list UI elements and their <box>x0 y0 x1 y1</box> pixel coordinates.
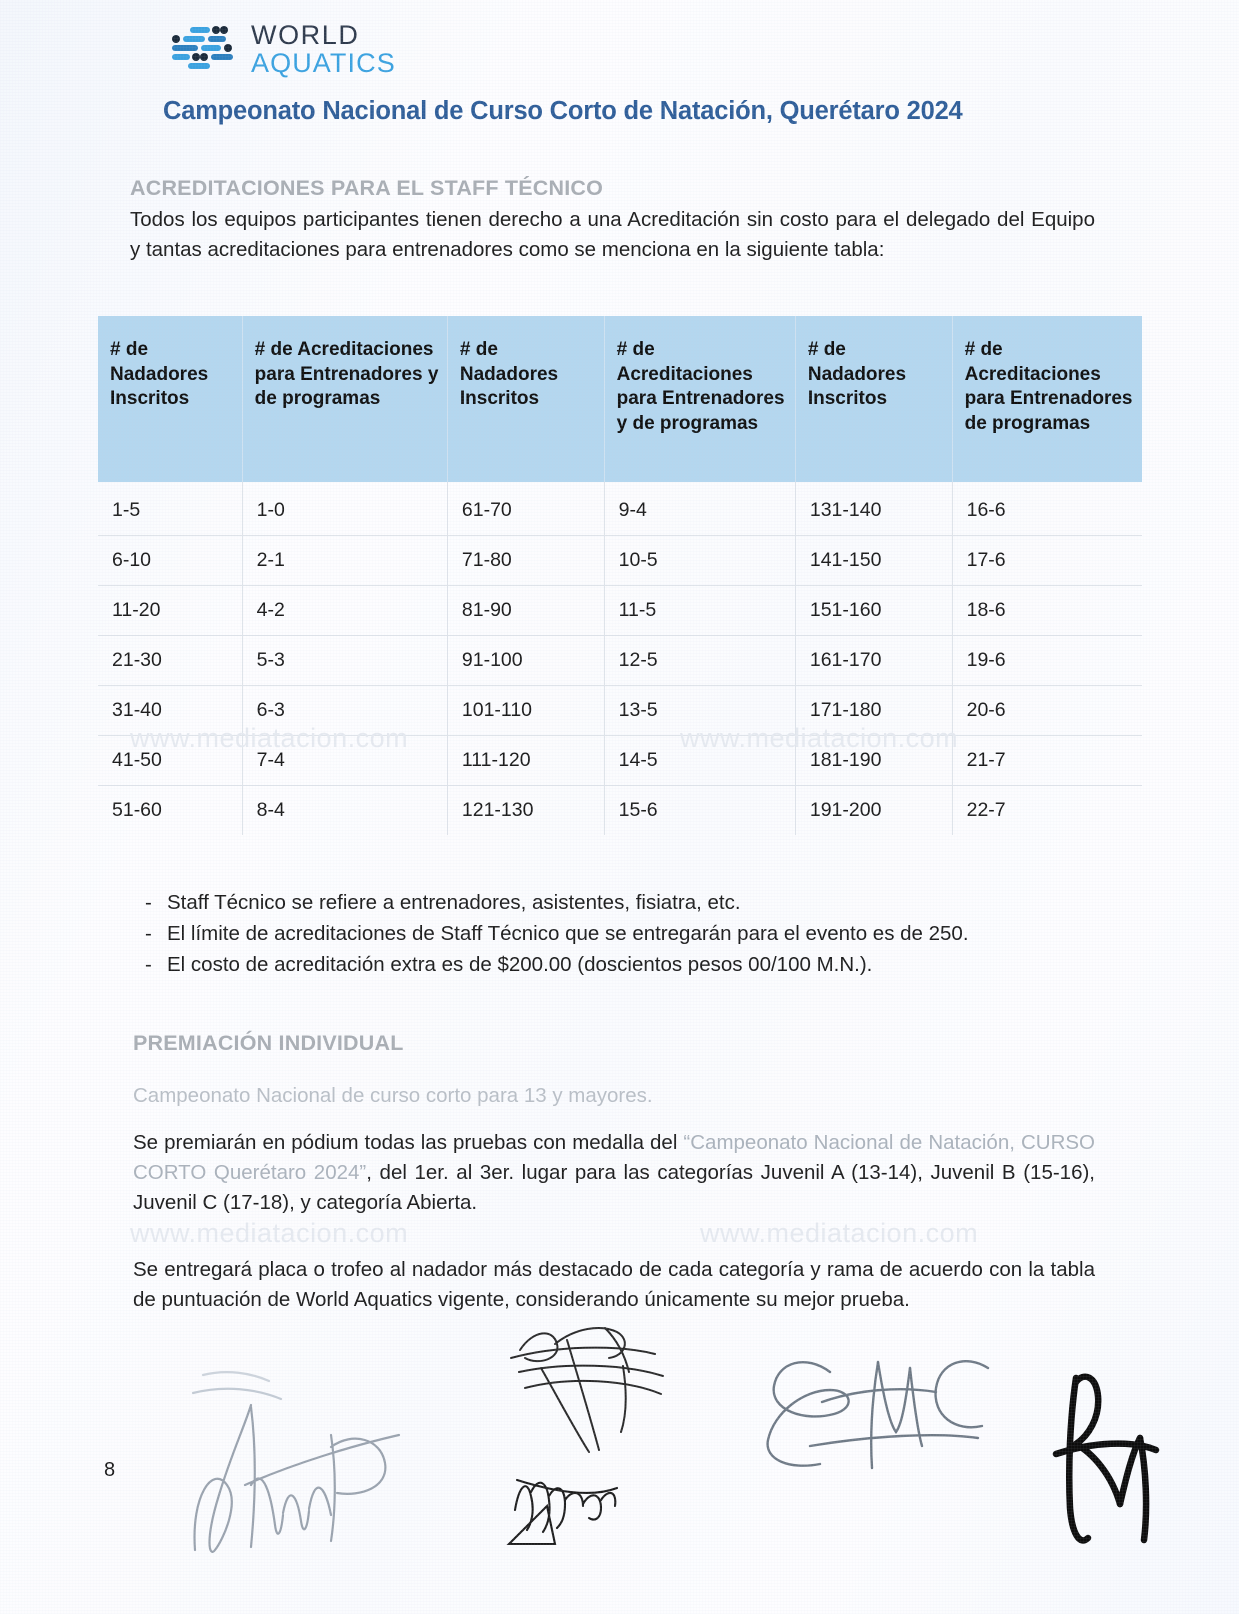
watermark: www.mediatacion.com <box>680 723 959 753</box>
list-item-text: El límite de acreditaciones de Staff Técnico que se entregarán para el evento es de 250. <box>167 922 969 945</box>
watermark: www.mediatacion.com <box>130 723 409 753</box>
cell: 16-6 <box>952 482 1142 536</box>
list-item <box>145 949 1125 980</box>
cell: 5-3 <box>242 636 447 686</box>
cell: 121-130 <box>447 786 604 836</box>
table-header <box>98 316 1142 482</box>
accreditations-table-wrapper <box>98 316 1142 835</box>
dash-bullet-icon: - <box>145 922 152 945</box>
list-item <box>145 918 1125 949</box>
table-row <box>98 536 1142 586</box>
world-aquatics-logo-mark <box>166 24 238 76</box>
cell: 12-5 <box>604 636 795 686</box>
column-header-nadadores-3: # de Nadadores Inscritos <box>795 316 952 482</box>
cell: 151-160 <box>795 586 952 636</box>
premiacion-p1-quote: “Campeonato Nacional de Natación, CURSO CORTO Querétaro 2024” <box>133 1131 1095 1184</box>
table-row <box>98 786 1142 836</box>
watermark: www.mediatacion.com <box>130 1218 409 1248</box>
table-row <box>98 736 1142 786</box>
table-body <box>98 482 1142 835</box>
cell: 9-4 <box>604 482 795 536</box>
premiacion-paragraph-2: Se entregará placa o trofeo al nadador más destacado de cada categoría y rama de acuerdo con la tabla de puntuación de World Aquatics vigente, considerando únicamente su mejor prueba. <box>133 1258 1095 1311</box>
cell: 141-150 <box>795 536 952 586</box>
section-heading-acreditaciones: ACREDITACIONES PARA EL STAFF TÉCNICO <box>130 176 604 200</box>
acreditaciones-intro-paragraph: Todos los equipos participantes tienen derecho a una Acreditación sin costo para el delegado del Equipo y tantas acreditaciones para entrenadores como se menciona en la siguiente tabla: <box>130 208 1095 261</box>
cell: 111-120 <box>447 736 604 786</box>
cell: 81-90 <box>447 586 604 636</box>
premiacion-p1-part-b: , del 1er. al 3er. lugar para las categorías Juvenil A (13-14), Juvenil B (15-16), Juvenil C (17-18), y categoría Abierta. <box>133 1161 1095 1214</box>
cell: 11-5 <box>604 586 795 636</box>
column-header-nadadores-1: # de Nadadores Inscritos <box>98 316 242 482</box>
cell: 41-50 <box>98 736 242 786</box>
dash-bullet-icon: - <box>145 891 152 914</box>
cell: 14-5 <box>604 736 795 786</box>
premiacion-paragraph-1 <box>133 1128 1095 1218</box>
premiacion-subtitle: Campeonato Nacional de curso corto para 13 y mayores. <box>133 1084 653 1107</box>
column-header-nadadores-2: # de Nadadores Inscritos <box>447 316 604 482</box>
signatures-area <box>0 1300 1239 1600</box>
cell: 91-100 <box>447 636 604 686</box>
list-item <box>145 887 1125 918</box>
cell: 71-80 <box>447 536 604 586</box>
table-row <box>98 636 1142 686</box>
cell: 51-60 <box>98 786 242 836</box>
cell: 101-110 <box>447 686 604 736</box>
cell: 19-6 <box>952 636 1142 686</box>
column-header-acreditaciones-3: # de Acreditaciones para Entrenadores de programas <box>952 316 1142 482</box>
signature-4 <box>1040 1358 1170 1568</box>
dash-bullet-icon: - <box>145 953 152 976</box>
list-item-text: El costo de acreditación extra es de $200.00 (doscientos pesos 00/100 M.N.). <box>167 953 873 976</box>
table-row <box>98 482 1142 536</box>
cell: 161-170 <box>795 636 952 686</box>
logo-text-aquatics: AQUATICS <box>251 48 396 78</box>
cell: 15-6 <box>604 786 795 836</box>
cell: 6-3 <box>242 686 447 736</box>
page-title: Campeonato Nacional de Curso Corto de Natación, Querétaro 2024 <box>163 97 963 125</box>
cell: 31-40 <box>98 686 242 736</box>
world-aquatics-logo <box>166 22 396 77</box>
cell: 21-7 <box>952 736 1142 786</box>
cell: 18-6 <box>952 586 1142 636</box>
cell: 131-140 <box>795 482 952 536</box>
cell: 1-0 <box>242 482 447 536</box>
cell: 13-5 <box>604 686 795 736</box>
cell: 7-4 <box>242 736 447 786</box>
logo-text-world: WORLD <box>251 20 360 50</box>
watermark: www.mediatacion.com <box>700 1218 979 1248</box>
cell: 10-5 <box>604 536 795 586</box>
cell: 4-2 <box>242 586 447 636</box>
cell: 1-5 <box>98 482 242 536</box>
accreditations-table <box>98 316 1142 835</box>
cell: 181-190 <box>795 736 952 786</box>
cell: 11-20 <box>98 586 242 636</box>
cell: 171-180 <box>795 686 952 736</box>
table-row <box>98 586 1142 636</box>
cell: 191-200 <box>795 786 952 836</box>
table-header-row <box>98 316 1142 482</box>
table-row <box>98 686 1142 736</box>
signature-1 <box>185 1335 475 1565</box>
list-item-text: Staff Técnico se refiere a entrenadores, asistentes, fisiatra, etc. <box>167 891 741 914</box>
premiacion-p1-part-a: Se premiarán en pódium todas las pruebas con medalla del <box>133 1131 684 1154</box>
section-heading-premiacion: PREMIACIÓN INDIVIDUAL <box>133 1031 404 1055</box>
cell: 20-6 <box>952 686 1142 736</box>
cell: 8-4 <box>242 786 447 836</box>
cell: 61-70 <box>447 482 604 536</box>
column-header-acreditaciones-1: # de Acreditaciones para Entrenadores y de programas <box>242 316 447 482</box>
signature-3 <box>760 1328 1060 1528</box>
signature-2 <box>505 1310 735 1570</box>
cell: 6-10 <box>98 536 242 586</box>
cell: 22-7 <box>966 799 1006 821</box>
page-number: 8 <box>104 1459 116 1481</box>
cell: 21-30 <box>98 636 242 686</box>
acreditaciones-notes-list <box>145 887 1125 980</box>
column-header-acreditaciones-2: # de Acreditaciones para Entrenadores y de programas <box>604 316 795 482</box>
cell: 17-6 <box>952 536 1142 586</box>
logo-wordmark <box>251 22 396 77</box>
cell: 2-1 <box>242 536 447 586</box>
